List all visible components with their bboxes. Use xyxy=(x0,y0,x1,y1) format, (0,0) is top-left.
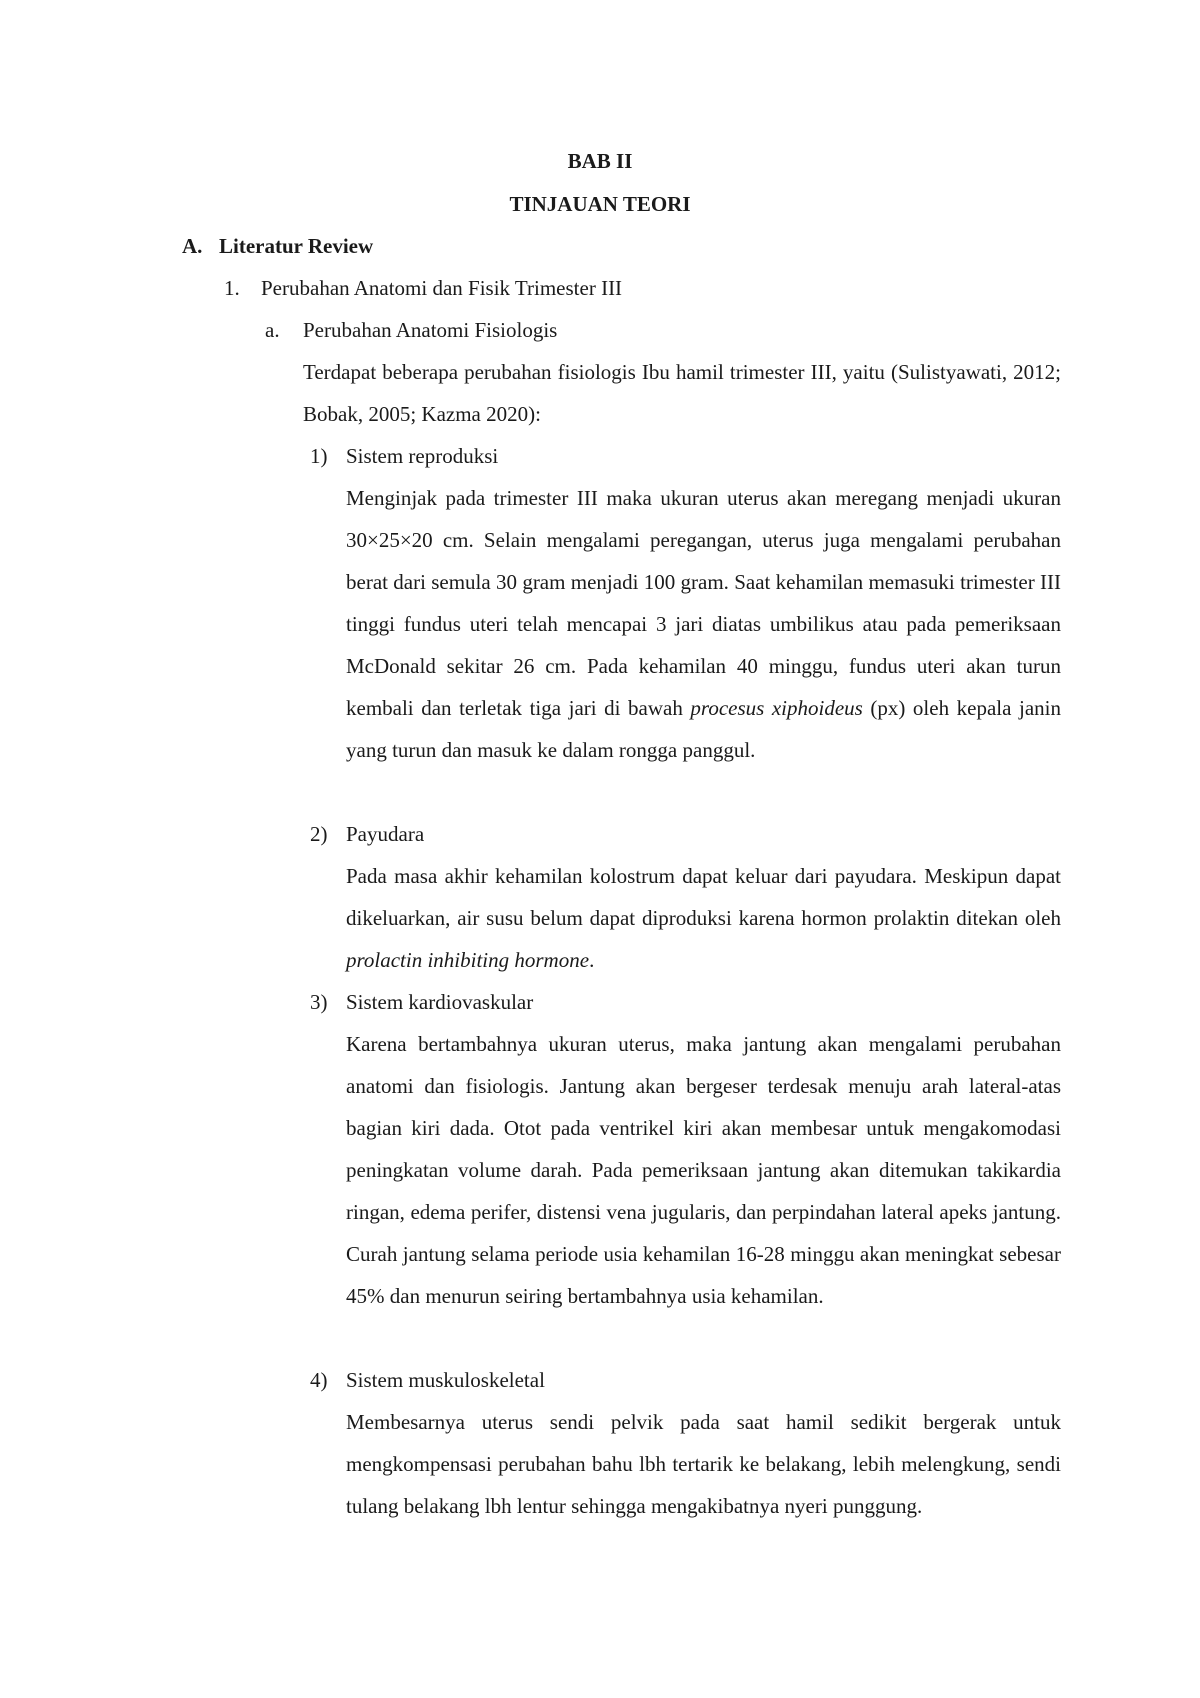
subitem-4-text: Membesarnya uterus sendi pelvik pada saat hamil sedikit bergerak untuk mengkompensasi perubahan bahu lbh tertarik ke belakang, lebih melengkung, sendi tulang belakang lbh lentur sehingga mengakibatnya nyeri punggung. xyxy=(346,1410,1061,1518)
subitem-4-title: Sistem muskuloskeletal xyxy=(346,1368,545,1392)
subitem-3-body xyxy=(346,1023,1061,1317)
subitem-3-marker: 3) xyxy=(310,990,328,1014)
item-a-intro-text: Terdapat beberapa perubahan fisiologis Ibu hamil trimester III, yaitu (Sulistyawati, 2012; Bobak, 2005; Kazma 2020): xyxy=(303,360,1061,426)
subitem-2-title: Payudara xyxy=(346,822,425,846)
subitem-2-italic-term: prolactin inhibiting hormone xyxy=(346,948,590,972)
item-1-title: Perubahan Anatomi dan Fisik Trimester III xyxy=(261,276,623,300)
subitem-2-text-end: . xyxy=(589,948,595,972)
item-1-marker: 1. xyxy=(224,276,240,300)
subitem-2-marker: 2) xyxy=(310,822,328,846)
subitem-1-text: Menginjak pada trimester III maka ukuran uterus akan meregang menjadi ukuran 30×25×20 cm. Selain mengalami peregangan, uterus juga mengalami perubahan berat dari semula 30 gram menjadi 100 gram. Saat kehamilan memasuki trimester III tinggi fundus uteri telah mencapai 3 jari diatas umbilikus atau pada pemeriksaan McDonald sekitar 26 cm. Pada kehamilan 40 minggu, fundus uteri akan turun kembali dan terletak tiga jari di bawah xyxy=(346,486,1061,720)
chapter-number: BAB II xyxy=(567,149,633,173)
subitem-3-title: Sistem kardiovaskular xyxy=(346,990,534,1014)
subitem-1-title: Sistem reproduksi xyxy=(346,444,499,468)
item-a-marker: a. xyxy=(265,318,280,342)
subitem-4-marker: 4) xyxy=(310,1368,328,1392)
subitem-2-body xyxy=(346,855,1061,981)
subitem-1-text-end: (px) oleh kepala janin yang turun dan masuk ke dalam rongga panggul. xyxy=(346,696,1061,762)
section-a-title: Literatur Review xyxy=(219,234,374,258)
chapter-title: TINJAUAN TEORI xyxy=(509,192,691,216)
section-a-marker: A. xyxy=(182,234,203,258)
subitem-4-body xyxy=(346,1401,1061,1527)
subitem-1-body xyxy=(346,477,1061,771)
subitem-1-marker: 1) xyxy=(310,444,328,468)
item-a-intro xyxy=(303,351,1061,435)
subitem-3-text: Karena bertambahnya ukuran uterus, maka jantung akan mengalami perubahan anatomi dan fisiologis. Jantung akan bergeser terdesak menuju arah lateral-atas bagian kiri dada. Otot pada ventrikel kiri akan membesar untuk mengakomodasi peningkatan volume darah. Pada pemeriksaan jantung akan ditemukan takikardia ringan, edema perifer, distensi vena jugularis, dan perpindahan lateral apeks jantung. Curah jantung selama periode usia kehamilan 16-28 minggu akan meningkat sebesar 45% dan menurun seiring bertambahnya usia kehamilan. xyxy=(346,1032,1061,1308)
item-a-title: Perubahan Anatomi Fisiologis xyxy=(303,318,558,342)
subitem-1-italic-term: procesus xiphoideus xyxy=(690,696,863,720)
subitem-2-text: Pada masa akhir kehamilan kolostrum dapat keluar dari payudara. Meskipun dapat dikeluarkan, air susu belum dapat diproduksi karena hormon prolaktin ditekan oleh xyxy=(346,864,1061,930)
